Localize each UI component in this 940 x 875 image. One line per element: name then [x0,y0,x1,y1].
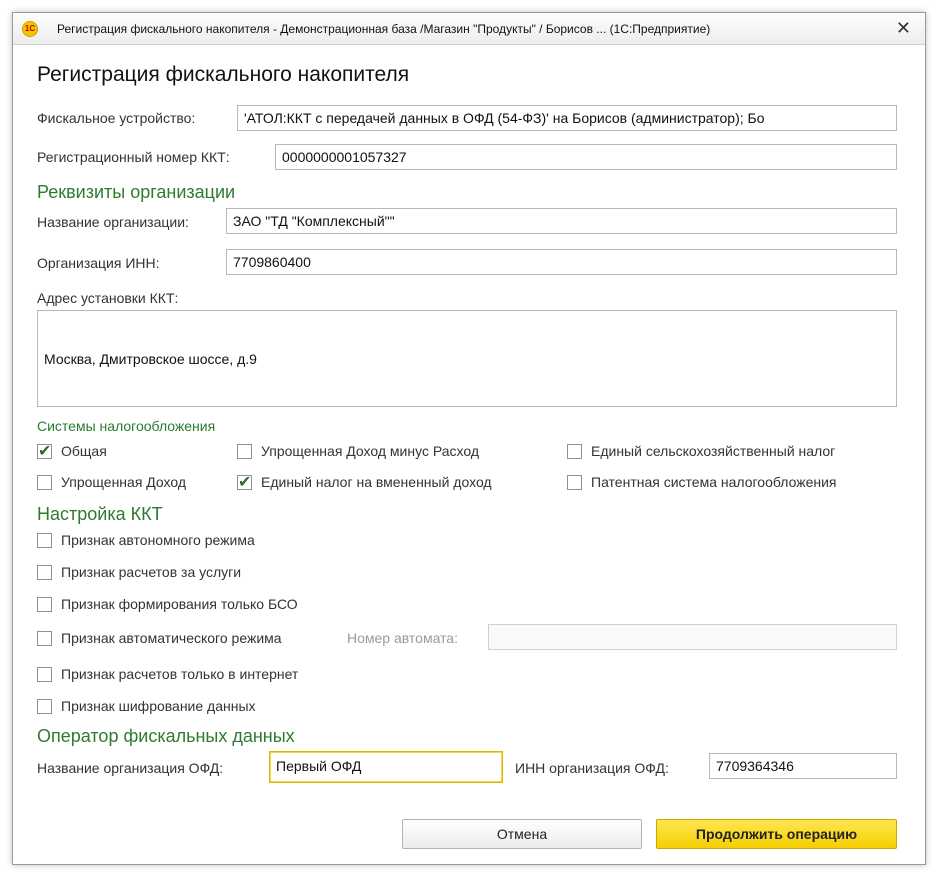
fiscal-device-field[interactable]: 'АТОЛ:ККТ с передачей данных в ОФД (54-ФЗ)' на Борисов (администратор); Бо [237,105,897,131]
kkt-option-automatic[interactable] [37,630,282,646]
title-bar[interactable] [13,13,925,45]
automat-number-label: Номер автомата: [347,630,458,646]
tax-option-patent[interactable] [567,474,837,490]
tax-option-usn-income[interactable] [37,474,186,490]
kkt-option-autonomous[interactable] [37,532,255,548]
tax-section-title: Системы налогообложения [37,418,216,434]
tax-option-general[interactable] [37,443,107,459]
fiscal-device-label: Фискальное устройство: [37,110,196,126]
kkt-option-label: Признак расчетов только в интернет [61,666,299,682]
kkt-option-label: Признак формирования только БСО [61,596,298,612]
automat-number-field[interactable] [488,624,897,650]
tax-option-eshn[interactable] [567,443,835,459]
kkt-option-label: Признак расчетов за услуги [61,564,242,580]
cancel-button[interactable]: Отмена [402,819,642,849]
checkbox[interactable] [37,667,52,682]
address-text: Москва, Дмитровское шоссе, д.9 [44,350,257,367]
checkbox-checked[interactable] [237,475,252,490]
window-title: Регистрация фискального накопителя - Демонстрационная база /Магазин "Продукты" / Борисов ... (1С:Предприятие) [57,22,711,36]
app-logo-icon: 1С [22,21,38,37]
form-heading: Регистрация фискального накопителя [37,63,410,86]
kkt-option-bso[interactable] [37,596,298,612]
ofd-name-field[interactable]: Первый ОФД [269,751,503,783]
ofd-section-title: Оператор фискальных данных [37,726,295,746]
checkbox[interactable] [37,475,52,490]
checkbox[interactable] [567,444,582,459]
kkt-option-services[interactable] [37,564,241,580]
tax-option-label: Единый сельскохозяйственный налог [591,443,836,459]
reg-number-label: Регистрационный номер ККТ: [37,149,230,165]
org-inn-label: Организация ИНН: [37,255,160,271]
kkt-option-label: Признак автономного режима [61,532,255,548]
kkt-option-internet[interactable] [37,666,298,682]
close-icon[interactable]: ✕ [895,18,911,38]
checkbox[interactable] [37,565,52,580]
tax-option-envd[interactable] [237,474,492,490]
kkt-option-encryption[interactable] [37,698,256,714]
tax-option-label: Единый налог на вмененный доход [261,474,492,490]
ofd-name-label: Название организация ОФД: [37,760,224,776]
checkbox[interactable] [37,631,52,646]
org-inn-field[interactable]: 7709860400 [226,249,897,275]
address-label: Адрес установки ККТ: [37,290,179,306]
kkt-option-label: Признак шифрование данных [61,698,256,714]
kkt-option-label: Признак автоматического режима [61,630,282,646]
checkbox-checked[interactable] [37,444,52,459]
dialog-window [12,12,926,865]
continue-button[interactable]: Продолжить операцию [656,819,897,849]
org-name-field[interactable]: ЗАО "ТД "Комплексный"" [226,208,897,234]
org-section-title: Реквизиты организации [37,182,236,202]
tax-option-label: Общая [61,443,107,459]
org-name-label: Название организации: [37,214,189,230]
checkbox[interactable] [37,699,52,714]
checkbox[interactable] [237,444,252,459]
ofd-inn-field[interactable]: 7709364346 [709,753,897,779]
tax-option-label: Упрощенная Доход минус Расход [261,443,479,459]
checkbox[interactable] [37,533,52,548]
tax-option-label: Упрощенная Доход [61,474,187,490]
address-textarea[interactable] [37,310,897,407]
tax-option-usn-income-expense[interactable] [237,443,479,459]
checkbox[interactable] [37,597,52,612]
kkt-section-title: Настройка ККТ [37,504,163,524]
checkbox[interactable] [567,475,582,490]
reg-number-field[interactable]: 0000000001057327 [275,144,897,170]
ofd-inn-label: ИНН организация ОФД: [515,760,669,776]
tax-option-label: Патентная система налогообложения [591,474,837,490]
